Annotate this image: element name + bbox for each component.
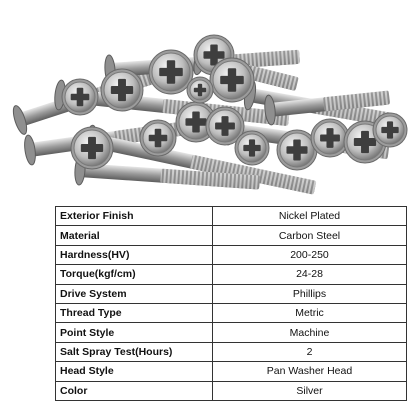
spec-label: Hardness(HV) bbox=[56, 245, 213, 264]
spec-row bbox=[56, 342, 407, 361]
spec-value: 24-28 bbox=[213, 265, 407, 284]
spec-table bbox=[55, 206, 407, 401]
spec-row bbox=[56, 381, 407, 400]
spec-row bbox=[56, 245, 407, 264]
spec-row bbox=[56, 323, 407, 342]
spec-value: Nickel Plated bbox=[213, 207, 407, 226]
spec-value: Phillips bbox=[213, 284, 407, 303]
spec-label: Exterior Finish bbox=[56, 207, 213, 226]
spec-label: Thread Type bbox=[56, 303, 213, 322]
spec-row bbox=[56, 362, 407, 381]
spec-label: Salt Spray Test(Hours) bbox=[56, 342, 213, 361]
spec-label: Torque(kgf/cm) bbox=[56, 265, 213, 284]
spec-row bbox=[56, 303, 407, 322]
spec-row bbox=[56, 284, 407, 303]
product-photo bbox=[0, 0, 416, 205]
spec-value: 2 bbox=[213, 342, 407, 361]
screws-pile-image bbox=[0, 0, 416, 205]
spec-value: 200-250 bbox=[213, 245, 407, 264]
spec-value: Machine bbox=[213, 323, 407, 342]
spec-value: Metric bbox=[213, 303, 407, 322]
spec-value: Pan Washer Head bbox=[213, 362, 407, 381]
spec-row bbox=[56, 265, 407, 284]
spec-label: Material bbox=[56, 226, 213, 245]
spec-label: Drive System bbox=[56, 284, 213, 303]
spec-value: Carbon Steel bbox=[213, 226, 407, 245]
spec-label: Head Style bbox=[56, 362, 213, 381]
spec-row bbox=[56, 226, 407, 245]
spec-label: Color bbox=[56, 381, 213, 400]
spec-label: Point Style bbox=[56, 323, 213, 342]
spec-value: Silver bbox=[213, 381, 407, 400]
spec-row bbox=[56, 207, 407, 226]
